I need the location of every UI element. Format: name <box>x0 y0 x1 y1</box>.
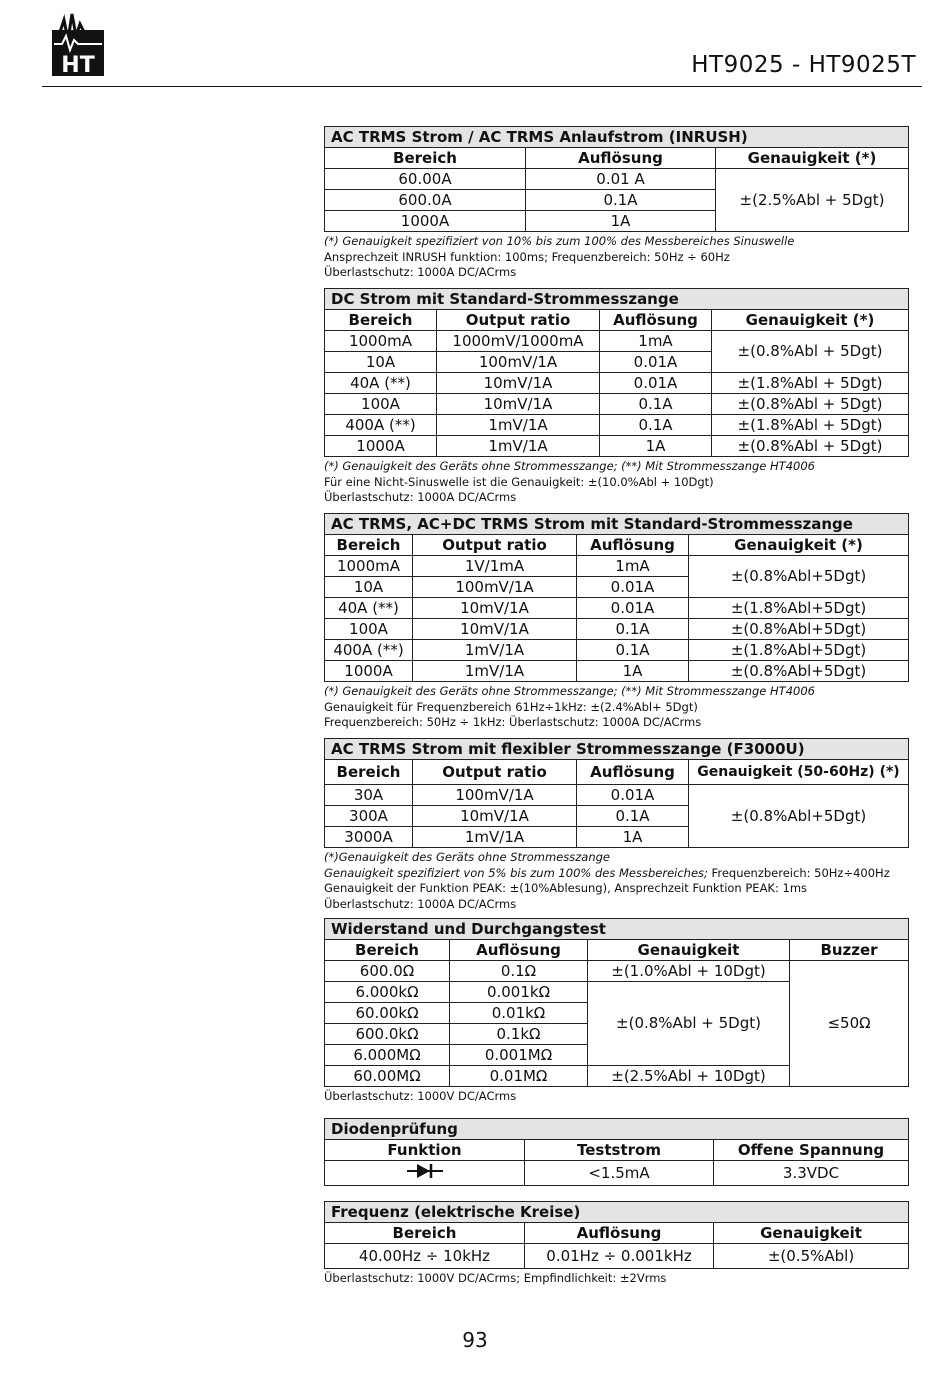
footnote: (*) Genauigkeit spezifiziert von 10% bis zum 100% des Messbereiches Sinuswelle <box>324 234 795 248</box>
accuracy-cell: ±(2.5%Abl + 10Dgt) <box>588 1066 790 1087</box>
table-row <box>325 785 909 806</box>
col-header: Genauigkeit <box>588 940 790 961</box>
resolution-cell: 0.01A <box>577 598 689 619</box>
resolution-cell: 0.01Hz ÷ 0.001kHz <box>525 1244 714 1269</box>
range-cell: 100A <box>325 619 413 640</box>
footnote: Überlastschutz: 1000V DC/ACrms <box>324 1089 517 1103</box>
accuracy-cell: ±(0.8%Abl+5Dgt) <box>689 661 909 682</box>
col-header: Auflösung <box>525 1223 714 1244</box>
diode-symbol-icon <box>405 1162 445 1185</box>
footnote: Überlastschutz: 1000V DC/ACrms; Empfindlichkeit: ±2Vrms <box>324 1271 667 1285</box>
footnotes <box>324 234 908 281</box>
table-row <box>325 373 909 394</box>
footnote-tail: Frequenzbereich: 50Hz÷400Hz <box>707 865 890 880</box>
ratio-cell: 100mV/1A <box>413 785 577 806</box>
range-cell: 10A <box>325 577 413 598</box>
resolution-cell: 0.01 A <box>526 169 716 190</box>
diode-table <box>324 1118 909 1186</box>
table-row <box>325 169 909 190</box>
accuracy-cell: ±(1.0%Abl + 10Dgt) <box>588 961 790 982</box>
flex-clamp-section <box>324 738 908 912</box>
range-cell: 6.000kΩ <box>325 982 450 1003</box>
ac-clamp-section <box>324 513 908 731</box>
accuracy-cell: ±(0.8%Abl + 5Dgt) <box>712 436 909 457</box>
inrush-section <box>324 126 908 281</box>
header-divider <box>42 86 922 87</box>
resolution-cell: 0.01A <box>577 785 689 806</box>
accuracy-cell: ±(0.8%Abl + 5Dgt) <box>712 394 909 415</box>
resolution-cell: 0.01MΩ <box>450 1066 588 1087</box>
range-cell: 1000A <box>325 211 526 232</box>
accuracy-cell: ±(1.8%Abl + 5Dgt) <box>712 415 909 436</box>
resolution-cell: 0.1A <box>600 415 712 436</box>
range-cell: 600.0Ω <box>325 961 450 982</box>
range-cell: 3000A <box>325 827 413 848</box>
resolution-cell: 0.1A <box>577 619 689 640</box>
range-cell: 600.0kΩ <box>325 1024 450 1045</box>
range-cell: 1000A <box>325 661 413 682</box>
footnotes <box>324 684 908 731</box>
accuracy-cell: ±(1.8%Abl+5Dgt) <box>689 598 909 619</box>
footnotes <box>324 850 908 912</box>
footnote: Überlastschutz: 1000A DC/ACrms <box>324 265 517 279</box>
section-title: Frequenz (elektrische Kreise) <box>325 1202 909 1223</box>
col-header: Genauigkeit (*) <box>689 535 909 556</box>
resolution-cell: 0.01A <box>577 577 689 598</box>
col-header: Teststrom <box>525 1140 714 1161</box>
accuracy-cell: ±(2.5%Abl + 5Dgt) <box>716 169 909 232</box>
table-row <box>325 619 909 640</box>
resolution-cell: 0.1Ω <box>450 961 588 982</box>
resolution-cell: 1A <box>577 661 689 682</box>
resolution-cell: 1A <box>526 211 716 232</box>
section-title: DC Strom mit Standard-Strommesszange <box>325 289 909 310</box>
logo-text: HT <box>61 53 95 76</box>
range-cell: 6.000MΩ <box>325 1045 450 1066</box>
ratio-cell: 100mV/1A <box>413 577 577 598</box>
frequency-section <box>324 1201 908 1287</box>
col-header: Output ratio <box>437 310 600 331</box>
footnote: (*) Genauigkeit des Geräts ohne Strommesszange; (**) Mit Strommesszange HT4006 <box>324 684 815 698</box>
range-cell: 10A <box>325 352 437 373</box>
table-row <box>325 436 909 457</box>
ratio-cell: 10mV/1A <box>437 373 600 394</box>
table-row <box>325 1161 909 1186</box>
accuracy-cell: ±(0.8%Abl+5Dgt) <box>689 785 909 848</box>
col-header: Offene Spannung <box>714 1140 909 1161</box>
col-header: Genauigkeit (*) <box>716 148 909 169</box>
footnotes <box>324 459 908 506</box>
range-cell: 40.00Hz ÷ 10kHz <box>325 1244 525 1269</box>
range-cell: 300A <box>325 806 413 827</box>
footnote: Ansprechzeit INRUSH funktion: 100ms; Frequenzbereich: 50Hz ÷ 60Hz <box>324 249 730 264</box>
resolution-cell: 0.001kΩ <box>450 982 588 1003</box>
ratio-cell: 1mV/1A <box>437 415 600 436</box>
dc-clamp-table <box>324 288 909 457</box>
section-title: AC TRMS, AC+DC TRMS Strom mit Standard-Strommesszange <box>325 514 909 535</box>
function-cell <box>325 1161 525 1186</box>
col-header: Funktion <box>325 1140 525 1161</box>
range-cell: 1000A <box>325 436 437 457</box>
resolution-cell: 1mA <box>600 331 712 352</box>
ratio-cell: 1mV/1A <box>413 827 577 848</box>
footnote: Genauigkeit der Funktion PEAK: ±(10%Ablesung), Ansprechzeit Funktion PEAK: 1ms <box>324 881 808 895</box>
resolution-cell: 1A <box>600 436 712 457</box>
footnote: (*) Genauigkeit des Geräts ohne Strommesszange; (**) Mit Strommesszange HT4006 <box>324 459 815 473</box>
resolution-cell: 1mA <box>577 556 689 577</box>
footnote: Frequenzbereich: 50Hz ÷ 1kHz: Überlastschutz: 1000A DC/ACrms <box>324 715 702 729</box>
page-number: 93 <box>462 1328 488 1352</box>
footnotes <box>324 1089 908 1105</box>
footnote: Genauigkeit für Frequenzbereich 61Hz÷1kHz: ±(2.4%Abl+ 5Dgt) <box>324 699 698 714</box>
range-cell: 1000mA <box>325 556 413 577</box>
footnote: Überlastschutz: 1000A DC/ACrms <box>324 490 517 504</box>
accuracy-cell: ±(0.5%Abl) <box>714 1244 909 1269</box>
range-cell: 600.0A <box>325 190 526 211</box>
resistance-table <box>324 918 909 1087</box>
table-row <box>325 961 909 982</box>
table-row <box>325 394 909 415</box>
accuracy-cell: ±(1.8%Abl+5Dgt) <box>689 640 909 661</box>
resolution-cell: 0.1kΩ <box>450 1024 588 1045</box>
col-header: Auflösung <box>577 760 689 785</box>
col-header: Genauigkeit <box>714 1223 909 1244</box>
table-row <box>325 415 909 436</box>
ratio-cell: 1V/1mA <box>413 556 577 577</box>
table-row <box>325 598 909 619</box>
range-cell: 60.00A <box>325 169 526 190</box>
col-header: Auflösung <box>450 940 588 961</box>
col-header: Genauigkeit (*) <box>712 310 909 331</box>
col-header: Output ratio <box>413 535 577 556</box>
accuracy-cell: ±(0.8%Abl+5Dgt) <box>689 556 909 598</box>
resolution-cell: 0.1A <box>577 806 689 827</box>
footnote: Überlastschutz: 1000A DC/ACrms <box>324 896 517 911</box>
diode-section <box>324 1118 908 1186</box>
inrush-table <box>324 126 909 232</box>
voltage-cell: 3.3VDC <box>714 1161 909 1186</box>
range-cell: 400A (**) <box>325 415 437 436</box>
ratio-cell: 10mV/1A <box>413 619 577 640</box>
footnote: (*)Genauigkeit des Geräts ohne Strommesszange <box>324 850 610 864</box>
col-header: Auflösung <box>577 535 689 556</box>
range-cell: 60.00MΩ <box>325 1066 450 1087</box>
range-cell: 30A <box>325 785 413 806</box>
col-header: Output ratio <box>413 760 577 785</box>
ratio-cell: 10mV/1A <box>413 806 577 827</box>
col-header: Bereich <box>325 148 526 169</box>
col-header: Auflösung <box>600 310 712 331</box>
col-header: Bereich <box>325 1223 525 1244</box>
col-header: Buzzer <box>790 940 909 961</box>
ratio-cell: 1mV/1A <box>437 436 600 457</box>
footnote-italic: Genauigkeit spezifiziert von 5% bis zum 100% des Messbereiches; <box>324 865 708 880</box>
range-cell: 40A (**) <box>325 598 413 619</box>
range-cell: 100A <box>325 394 437 415</box>
model-title: HT9025 - HT9025T <box>691 52 916 78</box>
accuracy-cell: ±(0.8%Abl+5Dgt) <box>689 619 909 640</box>
section-title: AC TRMS Strom / AC TRMS Anlaufstrom (INRUSH) <box>325 127 909 148</box>
table-row <box>325 661 909 682</box>
resolution-cell: 0.01A <box>600 373 712 394</box>
accuracy-cell: ±(0.8%Abl + 5Dgt) <box>712 331 909 373</box>
resolution-cell: 1A <box>577 827 689 848</box>
accuracy-cell: ±(1.8%Abl + 5Dgt) <box>712 373 909 394</box>
frequency-table <box>324 1201 909 1269</box>
table-row <box>325 1244 909 1269</box>
resolution-cell: 0.001MΩ <box>450 1045 588 1066</box>
col-header: Auflösung <box>526 148 716 169</box>
ratio-cell: 1mV/1A <box>413 640 577 661</box>
section-title: Widerstand und Durchgangstest <box>325 919 909 940</box>
table-row <box>325 331 909 352</box>
col-header: Bereich <box>325 760 413 785</box>
dc-clamp-section <box>324 288 908 506</box>
footnote: Für eine Nicht-Sinuswelle ist die Genauigkeit: ±(10.0%Abl + 10Dgt) <box>324 474 714 489</box>
resolution-cell: 0.1A <box>577 640 689 661</box>
range-cell: 1000mA <box>325 331 437 352</box>
col-header: Bereich <box>325 940 450 961</box>
ratio-cell: 1mV/1A <box>413 661 577 682</box>
col-header: Genauigkeit (50-60Hz) (*) <box>689 760 909 785</box>
range-cell: 60.00kΩ <box>325 1003 450 1024</box>
resolution-cell: 0.01A <box>600 352 712 373</box>
range-cell: 40A (**) <box>325 373 437 394</box>
resolution-cell: 0.1A <box>526 190 716 211</box>
ratio-cell: 1000mV/1000mA <box>437 331 600 352</box>
table-row <box>325 640 909 661</box>
section-title: Diodenprüfung <box>325 1119 909 1140</box>
accuracy-cell: ±(0.8%Abl + 5Dgt) <box>588 982 790 1066</box>
resolution-cell: 0.1A <box>600 394 712 415</box>
ratio-cell: 10mV/1A <box>413 598 577 619</box>
ac-clamp-table <box>324 513 909 682</box>
table-row <box>325 556 909 577</box>
section-title: AC TRMS Strom mit flexibler Strommesszange (F3000U) <box>325 739 909 760</box>
col-header: Bereich <box>325 310 437 331</box>
ratio-cell: 10mV/1A <box>437 394 600 415</box>
col-header: Bereich <box>325 535 413 556</box>
buzzer-cell: ≤50Ω <box>790 961 909 1087</box>
resolution-cell: 0.01kΩ <box>450 1003 588 1024</box>
flex-clamp-table <box>324 738 909 848</box>
footnotes <box>324 1271 908 1287</box>
range-cell: 400A (**) <box>325 640 413 661</box>
footnote <box>324 866 908 882</box>
resistance-section <box>324 918 908 1105</box>
ratio-cell: 100mV/1A <box>437 352 600 373</box>
current-cell: <1.5mA <box>525 1161 714 1186</box>
ht-logo <box>52 10 108 76</box>
